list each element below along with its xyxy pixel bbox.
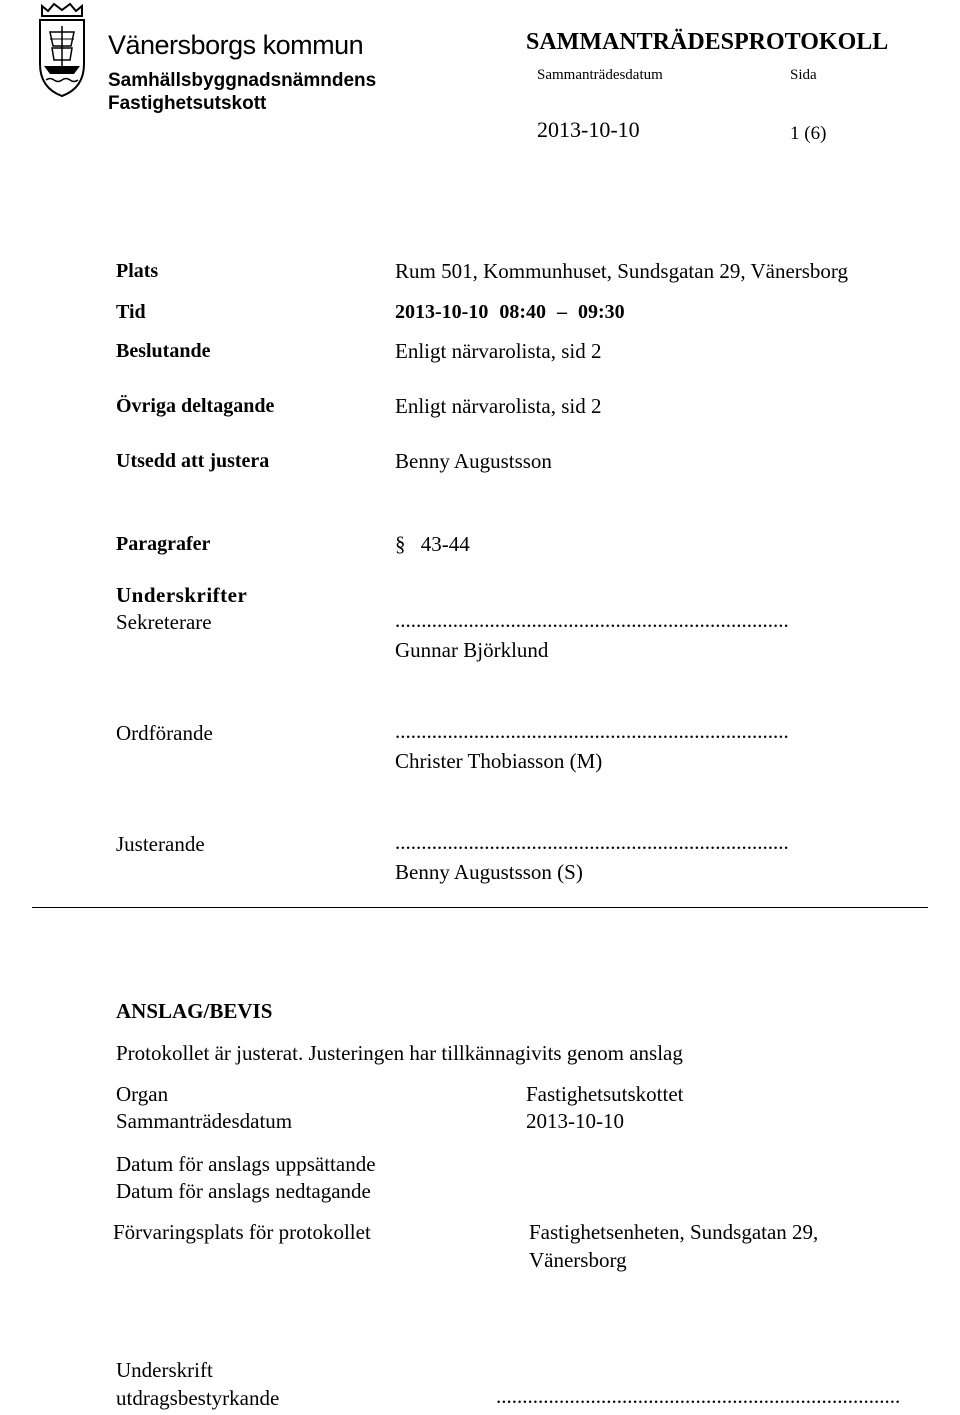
tid-label: Tid xyxy=(116,301,146,323)
header-page-label: Sida xyxy=(790,67,817,83)
organ-value: Fastighetsutskottet xyxy=(526,1082,684,1106)
paragrafer-value: § 43-44 xyxy=(395,532,470,556)
municipality-coat-of-arms-icon xyxy=(36,2,88,98)
forvaringsplats-value-line1: Fastighetsenheten, Sundsgatan 29, xyxy=(529,1220,819,1244)
committee-name-line2: Fastighetsutskott xyxy=(108,93,267,114)
ordforande-label: Ordförande xyxy=(116,721,213,745)
sekreterare-label: Sekreterare xyxy=(116,610,212,634)
plats-label: Plats xyxy=(116,260,159,282)
paragrafer-label: Paragrafer xyxy=(116,533,211,555)
utsedd-label: Utsedd att justera xyxy=(116,450,270,472)
underskrift-label-line2: utdragsbestyrkande xyxy=(116,1386,280,1410)
anslag-heading: ANSLAG/BEVIS xyxy=(116,999,273,1023)
beslutande-label: Beslutande xyxy=(116,340,211,362)
underskrift-signature-line: ............................................................................. xyxy=(496,1384,901,1408)
beslutande-value: Enligt närvarolista, sid 2 xyxy=(395,339,602,363)
ordforande-name: Christer Thobiasson (M) xyxy=(395,749,603,773)
sammantradesdatum-label: Sammanträdesdatum xyxy=(116,1109,293,1133)
justerande-signature-line: ........................................................................... xyxy=(395,830,789,854)
anslag-intro: Protokollet är justerat. Justeringen har tillkännagivits genom anslag xyxy=(116,1041,683,1065)
underskrift-label-line1: Underskrift xyxy=(116,1358,213,1382)
forvaringsplats-value-line2: Vänersborg xyxy=(529,1248,627,1272)
sammantradesdatum-value: 2013-10-10 xyxy=(526,1109,624,1133)
anslag-nedtagande-label: Datum för anslags nedtagande xyxy=(116,1179,371,1203)
underskrifter-heading: Underskrifter xyxy=(116,583,248,607)
tid-value: 2013-10-10 08:40 – 09:30 xyxy=(395,301,625,323)
ordforande-signature-line: ........................................................................... xyxy=(395,719,789,743)
header-date-label: Sammanträdesdatum xyxy=(537,67,663,83)
committee-name-line1: Samhällsbyggnadsnämndens xyxy=(108,70,377,91)
ovriga-deltagande-label: Övriga deltagande xyxy=(116,395,275,417)
sekreterare-signature-line: ........................................................................... xyxy=(395,608,789,632)
sekreterare-name: Gunnar Björklund xyxy=(395,638,549,662)
justerande-label: Justerande xyxy=(116,832,205,856)
header-date-value: 2013-10-10 xyxy=(537,117,640,142)
document-title: SAMMANTRÄDESPROTOKOLL xyxy=(526,29,889,55)
header-page-value: 1 (6) xyxy=(790,123,827,144)
plats-value: Rum 501, Kommunhuset, Sundsgatan 29, Vänersborg xyxy=(395,259,849,283)
ovriga-deltagande-value: Enligt närvarolista, sid 2 xyxy=(395,394,602,418)
organ-label: Organ xyxy=(116,1082,169,1106)
justerande-name: Benny Augustsson (S) xyxy=(395,860,583,884)
forvaringsplats-label: Förvaringsplats för protokollet xyxy=(113,1220,371,1244)
utsedd-value: Benny Augustsson xyxy=(395,449,552,473)
section-divider xyxy=(32,907,928,908)
anslag-uppsattande-label: Datum för anslags uppsättande xyxy=(116,1152,376,1176)
municipality-name: Vänersborgs kommun xyxy=(108,30,364,60)
